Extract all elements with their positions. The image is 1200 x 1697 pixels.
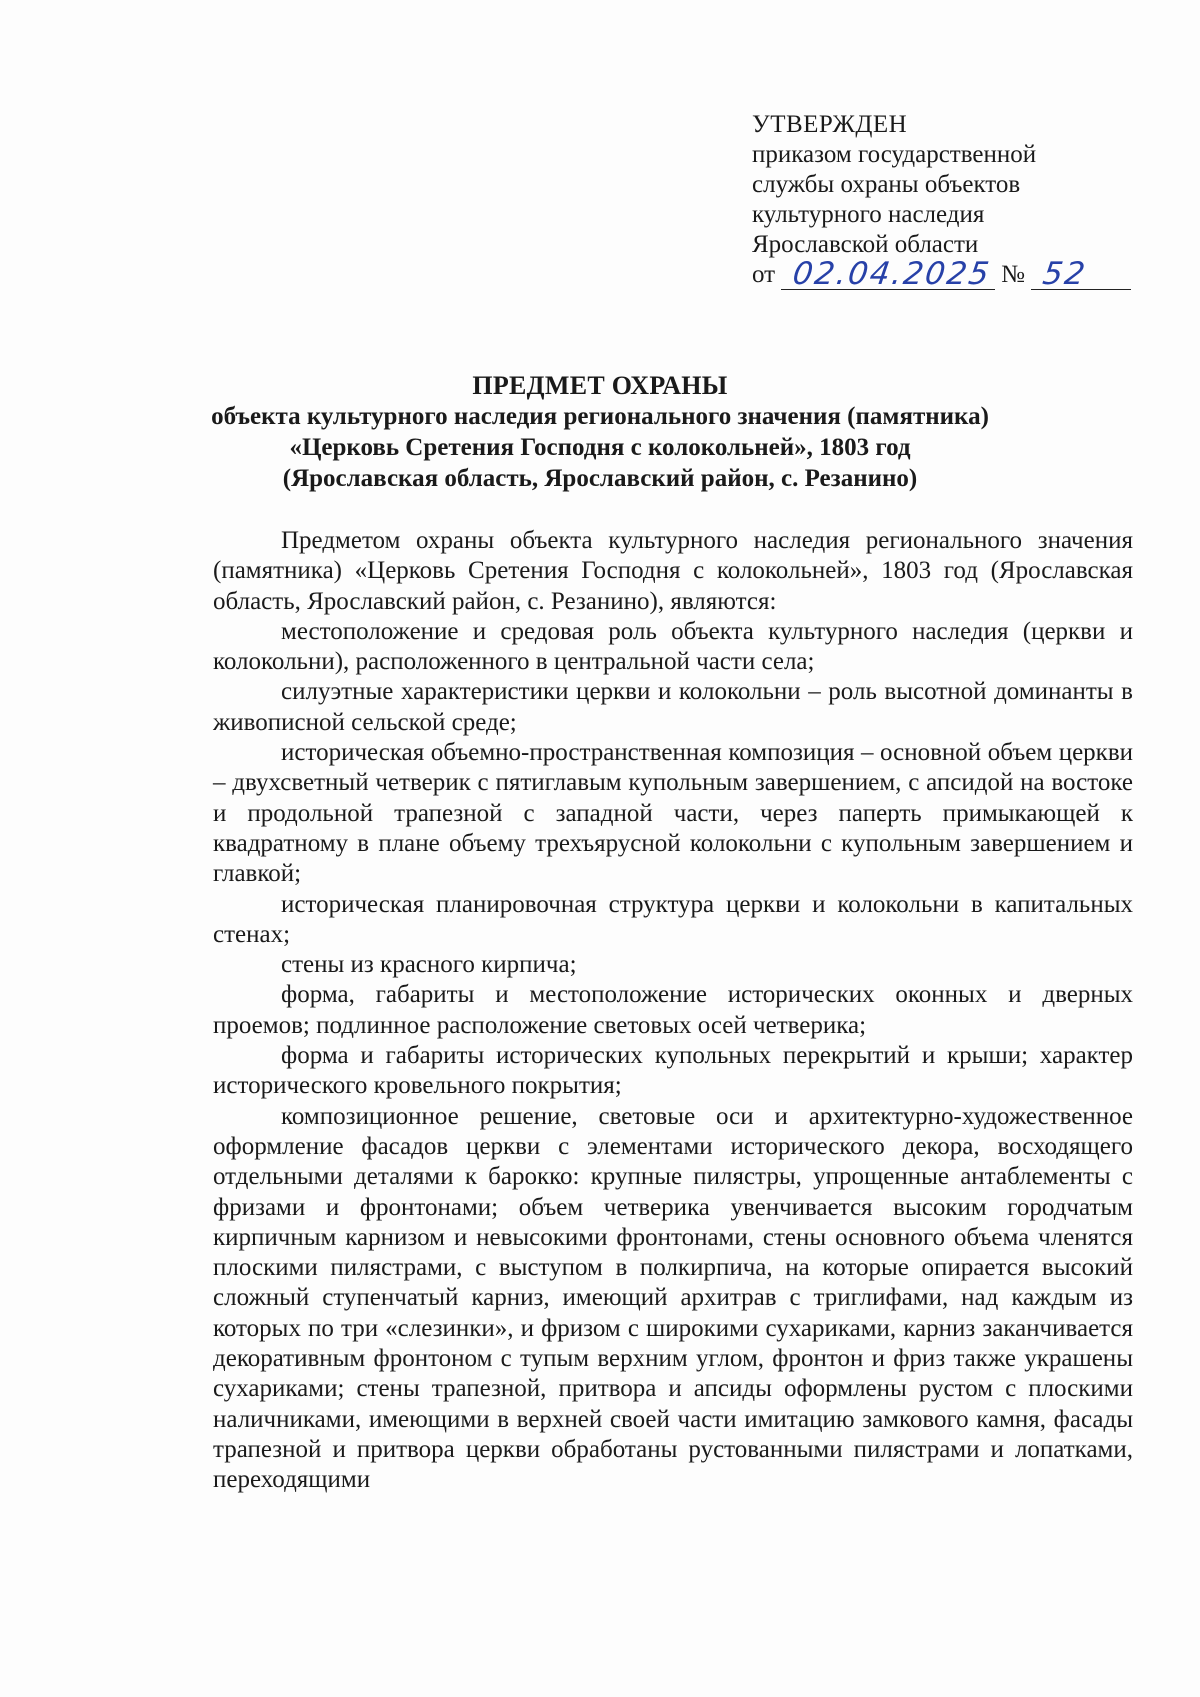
date-prefix: от <box>752 261 776 288</box>
paragraph: композиционное решение, световые оси и архитектурно-художественное оформление фасадов церкви с элементами исторического декора, восходящего отдельными деталями к барокко: крупные пилястры, упрощенные антаблементы с фризами и фронтонами; объем четверика увенчивается высоким городчатым кирпичным карнизом и невысокими фронтонами, стены основного объема членятся плоскими пилястрами, с выступом в полкирпича, на которые опирается высокий сложный ступенчатый карниз, имеющий архитрав с триглифами, над каждым из которых по три «слезинки», и фризом с широкими сухариками, карниз заканчивается декоративным фронтоном с тупым верхним углом, фронтон и фриз также украшены сухариками; стены трапезной, притвора и апсиды оформлены рустом с плоскими наличниками, имеющими в верхней своей части имитацию замкового камня, фасады трапезной и притвора церкви обработаны рустованными пилястрами и лопатками, переходящими <box>213 1102 1133 1494</box>
document-title <box>80 370 1120 494</box>
paragraph: историческая объемно-пространственная композиция – основной объем церкви – двухсветный четверик с пятиглавым купольным завершением, с апсидой на востоке и продольной трапезной с западной части, через паперть примыкающей к квадратному в плане объему трехъярусной колокольни с купольным завершением и главкой; <box>213 739 1133 888</box>
approval-line: Ярославской области <box>752 231 979 258</box>
title-line: «Церковь Сретения Господня с колокольней», 1803 год <box>289 434 911 461</box>
order-date-number-line <box>752 256 1152 292</box>
paragraph: форма и габариты исторических купольных перекрытий и крыши; характер исторического кровельного покрытия; <box>213 1042 1133 1100</box>
paragraph: стены из красного кирпича; <box>281 951 577 979</box>
title-main: ПРЕДМЕТ ОХРАНЫ <box>472 371 728 400</box>
number-prefix: № <box>1001 261 1025 288</box>
paragraph: историческая планировочная структура церкви и колокольни в капитальных стенах; <box>213 890 1133 948</box>
paragraph: местоположение и средовая роль объекта культурного наследия (церкви и колокольни), расположенного в центральной части села; <box>213 617 1133 676</box>
title-line: (Ярославская область, Ярославский район, с. Резанино) <box>282 465 918 492</box>
paragraph: форма, габариты и местоположение исторических оконных и дверных проемов; подлинное расположение световых осей четверика; <box>213 981 1133 1039</box>
title-line: объекта культурного наследия регионального значения (памятника) <box>211 403 989 430</box>
paragraph: Предметом охраны объекта культурного наследия регионального значения (памятника) «Церковь Сретения Господня с колокольней», 1803 год (Ярославская область, Ярославский район, с. Резанино), являются: <box>213 527 1133 615</box>
approval-heading: УТВЕРЖДЕН <box>752 111 908 138</box>
paragraph: силуэтные характеристики церкви и колокольни – роль высотной доминанты в живописной сельской среде; <box>213 678 1133 736</box>
approval-line: приказом государственной <box>752 141 1037 168</box>
approval-block <box>752 110 1152 290</box>
date-field <box>781 256 995 292</box>
approval-line: культурного наследия <box>752 201 985 228</box>
approval-line: службы охраны объектов <box>752 171 1021 198</box>
body-text <box>213 526 1133 1496</box>
handwritten-number: 52 <box>1040 256 1089 292</box>
number-field <box>1031 256 1131 292</box>
handwritten-date: 02.04.2025 <box>790 256 994 292</box>
